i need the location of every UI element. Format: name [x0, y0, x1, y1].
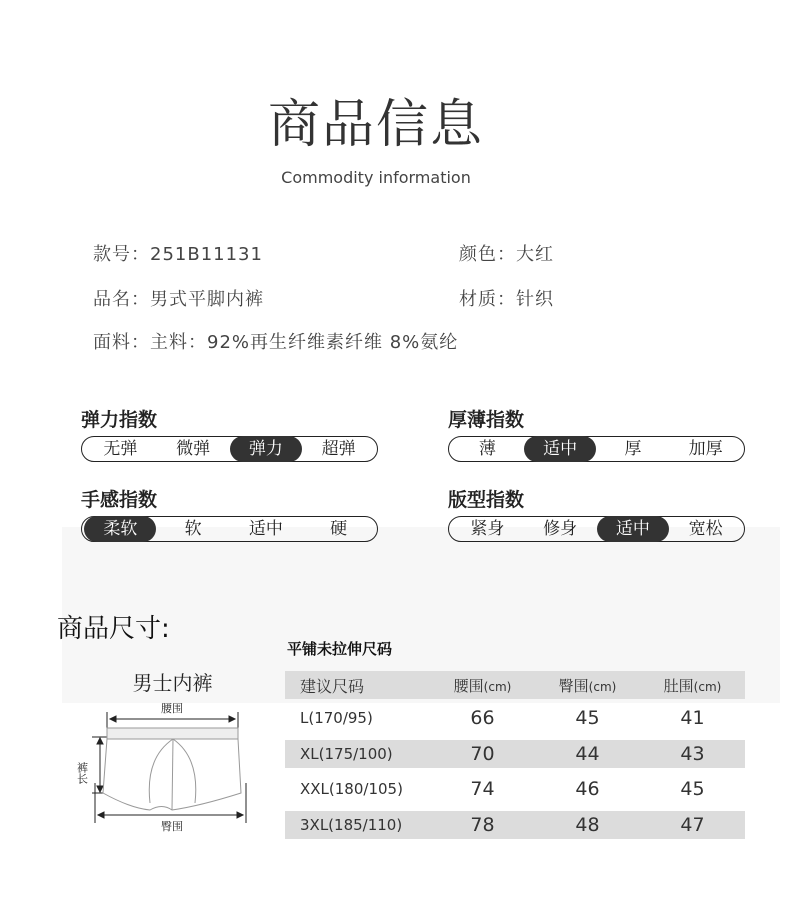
size-cell: L(170/95)	[300, 709, 373, 727]
index-option: 硬	[330, 519, 348, 539]
index-option: 宽松	[688, 519, 723, 539]
diagram-waist-label: 腰围	[161, 702, 183, 715]
diagram-title: 男士内裤	[132, 671, 213, 695]
table-cell: 70	[470, 742, 495, 765]
table-row	[285, 811, 745, 839]
table-row	[285, 740, 745, 768]
table-cell: 45	[680, 778, 705, 800]
index-scale	[448, 516, 745, 542]
column-header: 腰围	[453, 676, 484, 695]
index-label: 版型指数	[448, 489, 525, 511]
size-cell: XL(175/100)	[300, 744, 393, 763]
index-option: 无弹	[103, 439, 138, 459]
page-title: 商品信息	[267, 95, 484, 155]
table-cell: 45	[575, 707, 600, 729]
index-label: 弹力指数	[81, 409, 158, 431]
table-header	[285, 671, 745, 699]
table-cell: 44	[575, 742, 600, 765]
index-label: 厚薄指数	[448, 409, 525, 431]
index-option: 微弹	[176, 439, 211, 459]
column-header: 肚围	[663, 676, 694, 695]
index-option: 超弹	[321, 439, 356, 459]
column-header: 建议尺码	[300, 676, 365, 696]
index-label: 手感指数	[81, 489, 158, 511]
style-number: 款号：251B11131	[93, 244, 263, 265]
table-cell: 41	[680, 707, 705, 729]
table-cell: 46	[575, 778, 600, 800]
index-option: 薄	[478, 439, 496, 459]
index-scale	[81, 436, 378, 462]
table-cell: 43	[680, 742, 705, 765]
size-cell: 3XL(185/110)	[300, 815, 403, 834]
index-option: 加厚	[688, 439, 723, 459]
index-option: 适中	[248, 519, 283, 539]
fabric: 面料：主料：92%再生纤维素纤维 8%氨纶	[93, 332, 459, 353]
index-option: 厚	[624, 439, 642, 459]
index-scale	[448, 436, 745, 462]
table-cell: 78	[470, 813, 495, 836]
product-name: 品名：男式平脚内裤	[93, 289, 264, 310]
table-cell: 47	[680, 813, 705, 836]
shorts-diagram	[70, 698, 260, 848]
size-table-title: 平铺未拉伸尺码	[287, 640, 393, 658]
index-option-selected: 适中	[597, 516, 669, 542]
unit-label: (cm)	[483, 679, 512, 694]
size-section-title: 商品尺寸:	[57, 614, 170, 644]
table-cell: 66	[470, 707, 495, 729]
diagram-length-label: 裤长	[75, 762, 89, 784]
color: 颜色：大红	[459, 244, 554, 265]
unit-label: (cm)	[588, 679, 617, 694]
diagram-hip-label: 臀围	[161, 820, 183, 833]
index-scale	[81, 516, 378, 542]
table-cell: 48	[575, 813, 600, 836]
size-cell: XXL(180/105)	[300, 780, 403, 798]
index-option-selected: 适中	[524, 436, 596, 462]
index-option-selected: 弹力	[230, 436, 302, 462]
unit-label: (cm)	[693, 679, 722, 694]
table-row	[285, 775, 745, 803]
material: 材质：针织	[459, 289, 554, 310]
index-option: 修身	[543, 519, 578, 539]
table-row	[285, 704, 745, 732]
index-option: 软	[184, 519, 202, 539]
index-option: 紧身	[470, 519, 505, 539]
index-option-selected: 柔软	[84, 516, 156, 542]
column-header: 臀围	[558, 676, 589, 695]
table-cell: 74	[470, 778, 495, 800]
page-subtitle: Commodity information	[281, 168, 471, 187]
